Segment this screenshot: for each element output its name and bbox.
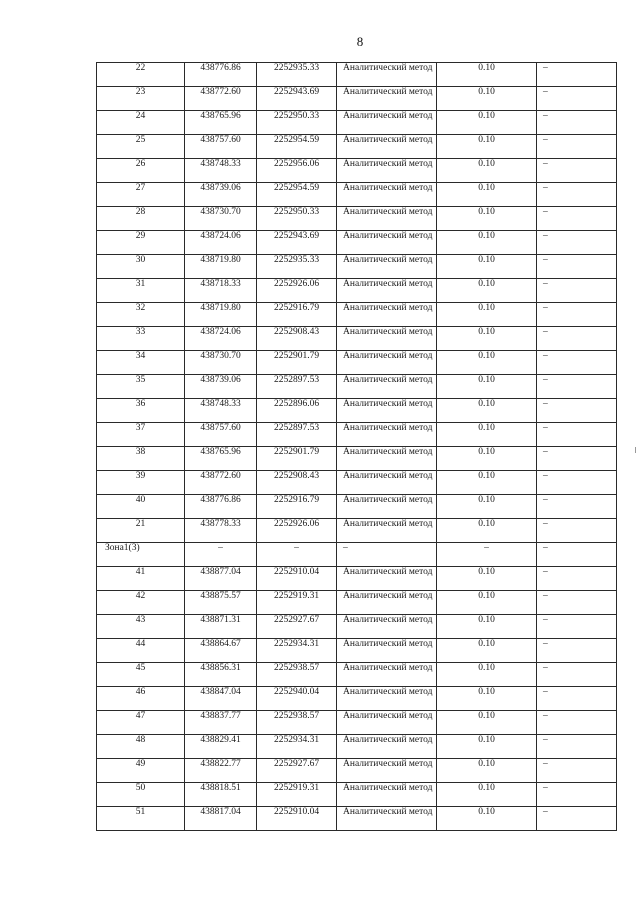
point-number-cell: 30	[97, 255, 185, 279]
accuracy-cell: 0.10	[437, 567, 537, 591]
point-number-cell: 31	[97, 279, 185, 303]
point-number-cell: Зона1(3)	[97, 543, 185, 567]
method-cell: Аналитический метод	[337, 735, 437, 759]
x-coordinate-cell: 438757.60	[185, 423, 257, 447]
method-cell: –	[337, 543, 437, 567]
note-cell: –	[537, 543, 617, 567]
y-coordinate-cell: 2252956.06	[257, 159, 337, 183]
method-cell: Аналитический метод	[337, 231, 437, 255]
point-number-cell: 22	[97, 63, 185, 87]
method-cell: Аналитический метод	[337, 375, 437, 399]
zone-header-row	[97, 543, 617, 567]
table-row	[97, 183, 617, 207]
x-coordinate-cell: 438875.57	[185, 591, 257, 615]
point-number-cell: 27	[97, 183, 185, 207]
x-coordinate-cell: 438776.86	[185, 63, 257, 87]
page-number: 8	[356, 34, 364, 49]
point-number-cell: 24	[97, 111, 185, 135]
accuracy-cell: 0.10	[437, 351, 537, 375]
method-cell: Аналитический метод	[337, 183, 437, 207]
method-cell: Аналитический метод	[337, 207, 437, 231]
accuracy-cell: 0.10	[437, 591, 537, 615]
table-row	[97, 447, 617, 471]
point-number-cell: 43	[97, 615, 185, 639]
method-cell: Аналитический метод	[337, 87, 437, 111]
accuracy-cell: 0.10	[437, 207, 537, 231]
point-number-cell: 36	[97, 399, 185, 423]
point-number-cell: 26	[97, 159, 185, 183]
table-row	[97, 663, 617, 687]
x-coordinate-cell: 438847.04	[185, 687, 257, 711]
accuracy-cell: 0.10	[437, 87, 537, 111]
accuracy-cell: 0.10	[437, 327, 537, 351]
table-row	[97, 303, 617, 327]
table-row	[97, 111, 617, 135]
table-row	[97, 639, 617, 663]
y-coordinate-cell: 2252934.31	[257, 735, 337, 759]
x-coordinate-cell: 438724.06	[185, 231, 257, 255]
x-coordinate-cell: 438778.33	[185, 519, 257, 543]
note-cell: –	[537, 183, 617, 207]
table-row	[97, 495, 617, 519]
note-cell: –	[537, 471, 617, 495]
accuracy-cell: 0.10	[437, 471, 537, 495]
method-cell: Аналитический метод	[337, 783, 437, 807]
table-row	[97, 567, 617, 591]
note-cell: –	[537, 567, 617, 591]
note-cell: –	[537, 519, 617, 543]
coordinates-table-body	[97, 63, 617, 831]
accuracy-cell: 0.10	[437, 183, 537, 207]
x-coordinate-cell: 438772.60	[185, 471, 257, 495]
note-cell: –	[537, 423, 617, 447]
accuracy-cell: 0.10	[437, 783, 537, 807]
x-coordinate-cell: 438730.70	[185, 351, 257, 375]
accuracy-cell: 0.10	[437, 303, 537, 327]
table-row	[97, 399, 617, 423]
note-cell: –	[537, 327, 617, 351]
table-row	[97, 519, 617, 543]
table-row	[97, 87, 617, 111]
method-cell: Аналитический метод	[337, 639, 437, 663]
x-coordinate-cell: 438748.33	[185, 159, 257, 183]
accuracy-cell: 0.10	[437, 111, 537, 135]
y-coordinate-cell: 2252935.33	[257, 63, 337, 87]
x-coordinate-cell: 438837.77	[185, 711, 257, 735]
note-cell: –	[537, 303, 617, 327]
method-cell: Аналитический метод	[337, 519, 437, 543]
method-cell: Аналитический метод	[337, 399, 437, 423]
accuracy-cell: 0.10	[437, 615, 537, 639]
accuracy-cell: 0.10	[437, 663, 537, 687]
method-cell: Аналитический метод	[337, 711, 437, 735]
note-cell: –	[537, 807, 617, 831]
y-coordinate-cell: 2252897.53	[257, 375, 337, 399]
table-row	[97, 735, 617, 759]
method-cell: Аналитический метод	[337, 567, 437, 591]
x-coordinate-cell: 438871.31	[185, 615, 257, 639]
x-coordinate-cell: 438817.04	[185, 807, 257, 831]
table-row	[97, 327, 617, 351]
point-number-cell: 38	[97, 447, 185, 471]
point-number-cell: 40	[97, 495, 185, 519]
method-cell: Аналитический метод	[337, 591, 437, 615]
method-cell: Аналитический метод	[337, 471, 437, 495]
accuracy-cell: 0.10	[437, 255, 537, 279]
point-number-cell: 35	[97, 375, 185, 399]
coordinates-table	[96, 62, 617, 831]
method-cell: Аналитический метод	[337, 807, 437, 831]
method-cell: Аналитический метод	[337, 303, 437, 327]
accuracy-cell: 0.10	[437, 63, 537, 87]
accuracy-cell: 0.10	[437, 423, 537, 447]
note-cell: –	[537, 639, 617, 663]
y-coordinate-cell: 2252954.59	[257, 183, 337, 207]
y-coordinate-cell: 2252943.69	[257, 231, 337, 255]
note-cell: –	[537, 591, 617, 615]
point-number-cell: 37	[97, 423, 185, 447]
note-cell: –	[537, 711, 617, 735]
note-cell: –	[537, 495, 617, 519]
point-number-cell: 29	[97, 231, 185, 255]
point-number-cell: 34	[97, 351, 185, 375]
y-coordinate-cell: 2252901.79	[257, 351, 337, 375]
y-coordinate-cell: 2252908.43	[257, 327, 337, 351]
y-coordinate-cell: 2252934.31	[257, 639, 337, 663]
note-cell: –	[537, 255, 617, 279]
note-cell: –	[537, 207, 617, 231]
method-cell: Аналитический метод	[337, 279, 437, 303]
table-row	[97, 807, 617, 831]
accuracy-cell: 0.10	[437, 399, 537, 423]
method-cell: Аналитический метод	[337, 111, 437, 135]
method-cell: Аналитический метод	[337, 327, 437, 351]
table-row	[97, 207, 617, 231]
note-cell: –	[537, 447, 617, 471]
table-row	[97, 423, 617, 447]
y-coordinate-cell: 2252926.06	[257, 279, 337, 303]
table-row	[97, 231, 617, 255]
note-cell: –	[537, 87, 617, 111]
x-coordinate-cell: 438864.67	[185, 639, 257, 663]
note-cell: –	[537, 135, 617, 159]
scan-mark	[635, 447, 636, 453]
point-number-cell: 41	[97, 567, 185, 591]
table-row	[97, 759, 617, 783]
y-coordinate-cell: 2252954.59	[257, 135, 337, 159]
table-row	[97, 279, 617, 303]
point-number-cell: 44	[97, 639, 185, 663]
accuracy-cell: 0.10	[437, 687, 537, 711]
point-number-cell: 50	[97, 783, 185, 807]
x-coordinate-cell: 438772.60	[185, 87, 257, 111]
y-coordinate-cell: 2252926.06	[257, 519, 337, 543]
y-coordinate-cell: 2252950.33	[257, 207, 337, 231]
table-row	[97, 159, 617, 183]
accuracy-cell: 0.10	[437, 711, 537, 735]
table-row	[97, 687, 617, 711]
note-cell: –	[537, 231, 617, 255]
table-row	[97, 471, 617, 495]
method-cell: Аналитический метод	[337, 759, 437, 783]
y-coordinate-cell: 2252943.69	[257, 87, 337, 111]
method-cell: Аналитический метод	[337, 351, 437, 375]
point-number-cell: 47	[97, 711, 185, 735]
y-coordinate-cell: 2252919.31	[257, 783, 337, 807]
x-coordinate-cell: 438739.06	[185, 375, 257, 399]
point-number-cell: 42	[97, 591, 185, 615]
accuracy-cell: 0.10	[437, 735, 537, 759]
x-coordinate-cell: 438856.31	[185, 663, 257, 687]
accuracy-cell: 0.10	[437, 375, 537, 399]
point-number-cell: 45	[97, 663, 185, 687]
table-row	[97, 591, 617, 615]
y-coordinate-cell: 2252950.33	[257, 111, 337, 135]
x-coordinate-cell: 438719.80	[185, 303, 257, 327]
x-coordinate-cell: 438822.77	[185, 759, 257, 783]
method-cell: Аналитический метод	[337, 135, 437, 159]
point-number-cell: 32	[97, 303, 185, 327]
point-number-cell: 28	[97, 207, 185, 231]
table-row	[97, 711, 617, 735]
y-coordinate-cell: 2252919.31	[257, 591, 337, 615]
method-cell: Аналитический метод	[337, 687, 437, 711]
accuracy-cell: 0.10	[437, 807, 537, 831]
y-coordinate-cell: 2252908.43	[257, 471, 337, 495]
x-coordinate-cell: 438757.60	[185, 135, 257, 159]
note-cell: –	[537, 111, 617, 135]
accuracy-cell: 0.10	[437, 639, 537, 663]
note-cell: –	[537, 759, 617, 783]
y-coordinate-cell: 2252935.33	[257, 255, 337, 279]
y-coordinate-cell: 2252938.57	[257, 663, 337, 687]
y-coordinate-cell: 2252916.79	[257, 303, 337, 327]
y-coordinate-cell: 2252896.06	[257, 399, 337, 423]
point-number-cell: 46	[97, 687, 185, 711]
accuracy-cell: 0.10	[437, 447, 537, 471]
y-coordinate-cell: 2252916.79	[257, 495, 337, 519]
x-coordinate-cell: –	[185, 543, 257, 567]
table-row	[97, 375, 617, 399]
note-cell: –	[537, 375, 617, 399]
y-coordinate-cell: 2252910.04	[257, 807, 337, 831]
y-coordinate-cell: 2252938.57	[257, 711, 337, 735]
method-cell: Аналитический метод	[337, 447, 437, 471]
accuracy-cell: 0.10	[437, 759, 537, 783]
y-coordinate-cell: 2252901.79	[257, 447, 337, 471]
method-cell: Аналитический метод	[337, 423, 437, 447]
point-number-cell: 39	[97, 471, 185, 495]
y-coordinate-cell: 2252897.53	[257, 423, 337, 447]
note-cell: –	[537, 687, 617, 711]
x-coordinate-cell: 438765.96	[185, 447, 257, 471]
y-coordinate-cell: 2252910.04	[257, 567, 337, 591]
note-cell: –	[537, 399, 617, 423]
x-coordinate-cell: 438719.80	[185, 255, 257, 279]
x-coordinate-cell: 438739.06	[185, 183, 257, 207]
method-cell: Аналитический метод	[337, 495, 437, 519]
accuracy-cell: –	[437, 543, 537, 567]
note-cell: –	[537, 663, 617, 687]
x-coordinate-cell: 438776.86	[185, 495, 257, 519]
point-number-cell: 23	[97, 87, 185, 111]
y-coordinate-cell: –	[257, 543, 337, 567]
y-coordinate-cell: 2252927.67	[257, 759, 337, 783]
accuracy-cell: 0.10	[437, 279, 537, 303]
method-cell: Аналитический метод	[337, 63, 437, 87]
accuracy-cell: 0.10	[437, 135, 537, 159]
table-row	[97, 135, 617, 159]
point-number-cell: 51	[97, 807, 185, 831]
table-row	[97, 351, 617, 375]
point-number-cell: 21	[97, 519, 185, 543]
table-row	[97, 63, 617, 87]
note-cell: –	[537, 63, 617, 87]
method-cell: Аналитический метод	[337, 663, 437, 687]
accuracy-cell: 0.10	[437, 519, 537, 543]
note-cell: –	[537, 159, 617, 183]
point-number-cell: 33	[97, 327, 185, 351]
note-cell: –	[537, 351, 617, 375]
y-coordinate-cell: 2252940.04	[257, 687, 337, 711]
point-number-cell: 25	[97, 135, 185, 159]
x-coordinate-cell: 438748.33	[185, 399, 257, 423]
point-number-cell: 48	[97, 735, 185, 759]
method-cell: Аналитический метод	[337, 159, 437, 183]
point-number-cell: 49	[97, 759, 185, 783]
table-row	[97, 783, 617, 807]
table-row	[97, 255, 617, 279]
accuracy-cell: 0.10	[437, 231, 537, 255]
x-coordinate-cell: 438730.70	[185, 207, 257, 231]
accuracy-cell: 0.10	[437, 159, 537, 183]
note-cell: –	[537, 783, 617, 807]
x-coordinate-cell: 438818.51	[185, 783, 257, 807]
note-cell: –	[537, 615, 617, 639]
y-coordinate-cell: 2252927.67	[257, 615, 337, 639]
x-coordinate-cell: 438718.33	[185, 279, 257, 303]
x-coordinate-cell: 438765.96	[185, 111, 257, 135]
note-cell: –	[537, 735, 617, 759]
method-cell: Аналитический метод	[337, 615, 437, 639]
method-cell: Аналитический метод	[337, 255, 437, 279]
table-row	[97, 615, 617, 639]
x-coordinate-cell: 438724.06	[185, 327, 257, 351]
note-cell: –	[537, 279, 617, 303]
accuracy-cell: 0.10	[437, 495, 537, 519]
x-coordinate-cell: 438877.04	[185, 567, 257, 591]
x-coordinate-cell: 438829.41	[185, 735, 257, 759]
